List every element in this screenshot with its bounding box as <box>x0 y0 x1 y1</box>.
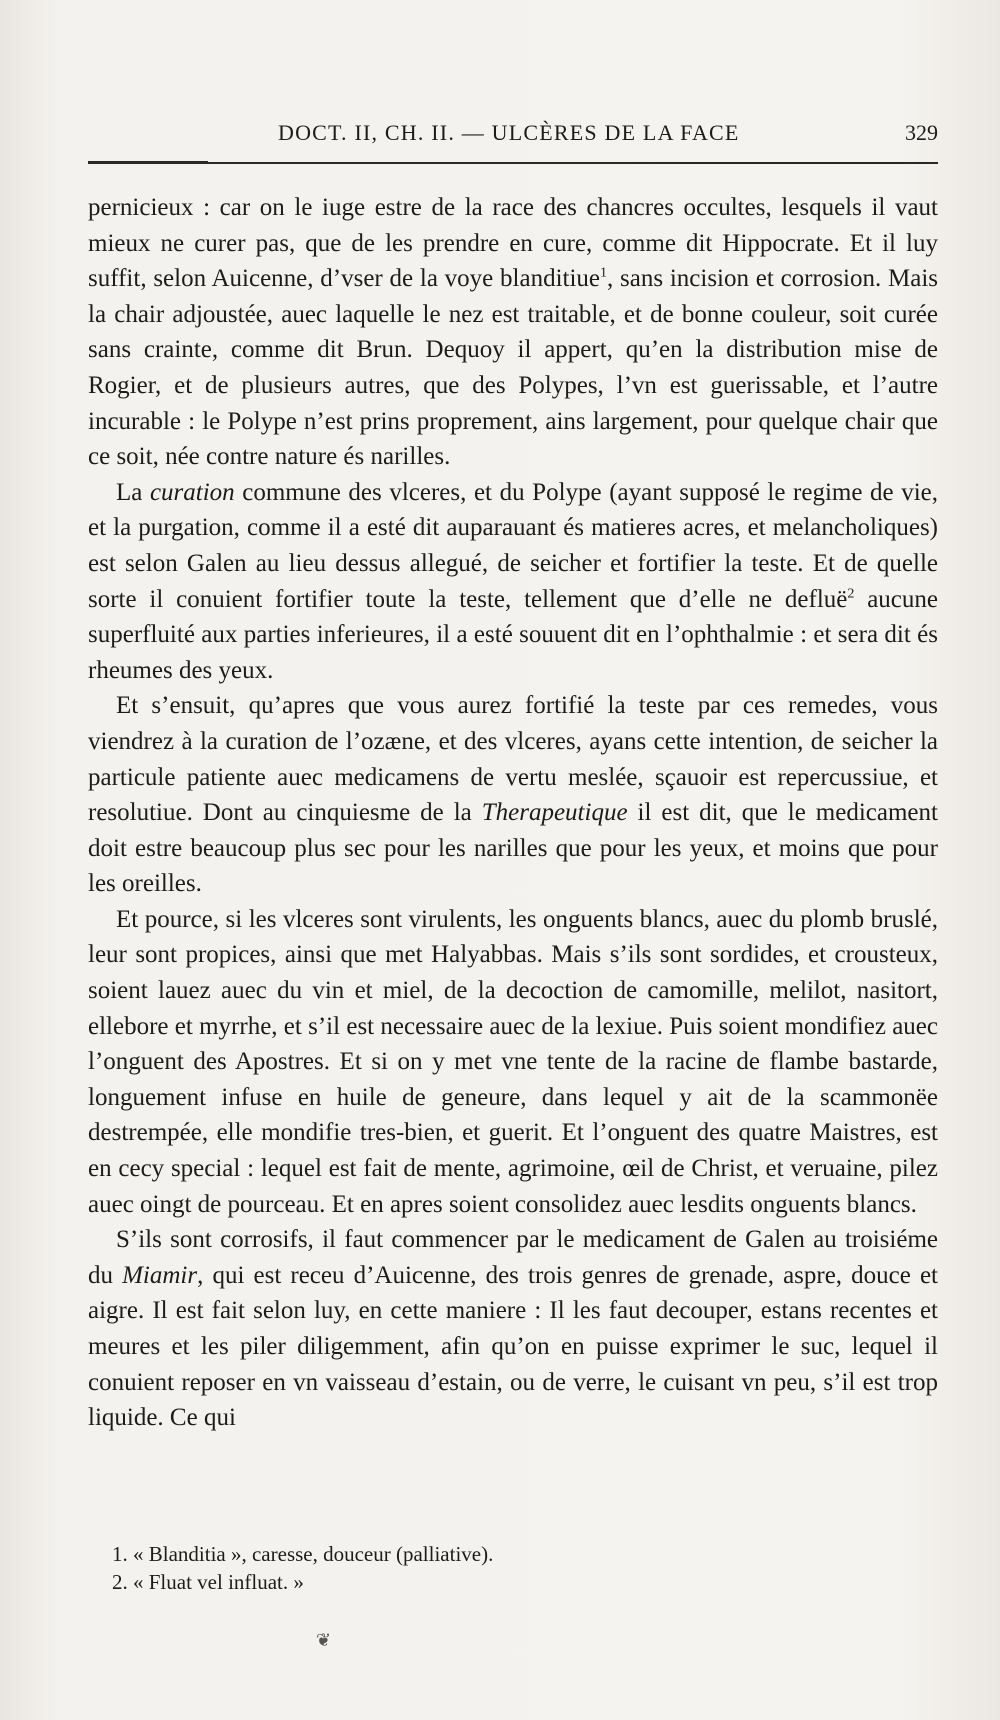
page-header <box>88 120 938 148</box>
paragraph <box>88 475 938 689</box>
paragraph <box>88 190 938 475</box>
header-rule <box>88 162 938 164</box>
text-run: S’ils sont corrosifs, il faut commencer par le medicament de Galen au troisiéme du <box>88 1226 938 1289</box>
text-run: Et s’ensuit, qu’apres que vous aurez fortifié la teste par ces remedes, vous viendrez à la curation de l’ozæne, et des vlceres, ayans cette intention, de seicher la particule patiente auec medicamens de vertu meslée, sçauoir est repercussiue, et resolutiue. Dont au cinquiesme de la <box>88 692 938 827</box>
text-run: Et pource, si les vlceres sont virulents, les onguents blancs, auec du plomb bruslé, leur sont propices, ainsi que met Halyabbas. Mais s’ils sont sordides, et crousteux, soient lauez auec du vin et miel, de la decoction de camomille, melilot, nasitort, ellebore et myrrhe, et s’il est necessaire auec de la lexiue. Puis soient mondifiez auec l’onguent des Apostres. Et si on y met vne tente de la racine de flambe bastarde, longuement infuse en huile de geneure, dans lequel y ait de la scammonëe destrempée, elle mondifie tres-bien, et guerit. Et l’onguent des quatre Maistres, est en cecy special : lequel est fait de mente, agrimoine, œil de Christ, et veruaine, pilez auec oingt de pourceau. Et en apres soient consolidez auec lesdits onguents blancs. <box>88 905 938 1218</box>
italic-term: Miamir <box>122 1261 198 1289</box>
paragraph <box>88 1222 938 1436</box>
footnotes <box>112 1540 912 1596</box>
footnote-marker: 1 <box>600 265 608 281</box>
paragraph <box>88 688 938 902</box>
paragraph <box>88 902 938 1222</box>
text-run: pernicieux : car on le iuge estre de la race des chancres occultes, lesquels il vaut mieux ne curer pas, que de les prendre en cure, comme dit Hippocrate. Et il luy suffit, selon Auicenne, d’vser de la voye blanditiue <box>88 194 938 293</box>
text-run: il est dit, que le medicament doit estre beaucoup plus sec pour les narilles que pour les yeux, et moins que pour les oreilles. <box>88 799 938 898</box>
text-run: , qui est receu d’Auicenne, des trois genres de grenade, aspre, douce et aigre. Il est fait selon luy, en cette maniere : Il les faut decouper, estans recentes et meures et les piler diligemment, afin qu’on en puisse exprimer le suc, lequel il conuient reposer en vn vaisseau d’estain, ou de verre, le cuisant vn peu, s’il est trop liquide. Ce qui <box>88 1261 939 1432</box>
text-run: commune des vlceres, et du Polype (ayant supposé le regime de vie, et la purgation, comme il a esté dit auparauant és matieres acres, et melancholiques) est selon Galen au lieu dessus allegué, de seicher et fortifier la teste. Et de quelle sorte il conuient fortifier toute la teste, tellement que d’elle ne defluë <box>88 478 938 613</box>
italic-term: curation <box>149 478 235 506</box>
footnote: 2. « Fluat vel influat. » <box>112 1570 304 1594</box>
footnote: 1. « Blanditia », caresse, douceur (palliative). <box>112 1542 494 1566</box>
text-run: , sans incision et corrosion. Mais la chair adjoustée, auec laquelle le nez est traitable, et de bonne couleur, soit curée sans crainte, comme dit Brun. Dequoy il appert, qu’en la distribution mise de Rogier, et de plusieurs autres, que des Polypes, l’vn est guerissable, et l’autre incurable : le Polype n’est prins proprement, ains largement, pour quelque chair que ce soit, née contre nature és narilles. <box>88 265 938 471</box>
page-number: 329 <box>905 120 938 145</box>
printer-ornament: ❦ <box>316 1630 332 1650</box>
footnote-marker: 2 <box>847 586 855 602</box>
body-text <box>88 190 938 1436</box>
text-run: La <box>116 478 150 506</box>
text-run: aucune superfluité aux parties inferieures, il a esté souuent dit en l’ophthalmie : et sera dit és rheumes des yeux. <box>88 585 938 684</box>
italic-term: Therapeutique <box>481 799 628 827</box>
running-head: DOCT. II, CH. II. — ULCÈRES DE LA FACE <box>278 120 740 145</box>
